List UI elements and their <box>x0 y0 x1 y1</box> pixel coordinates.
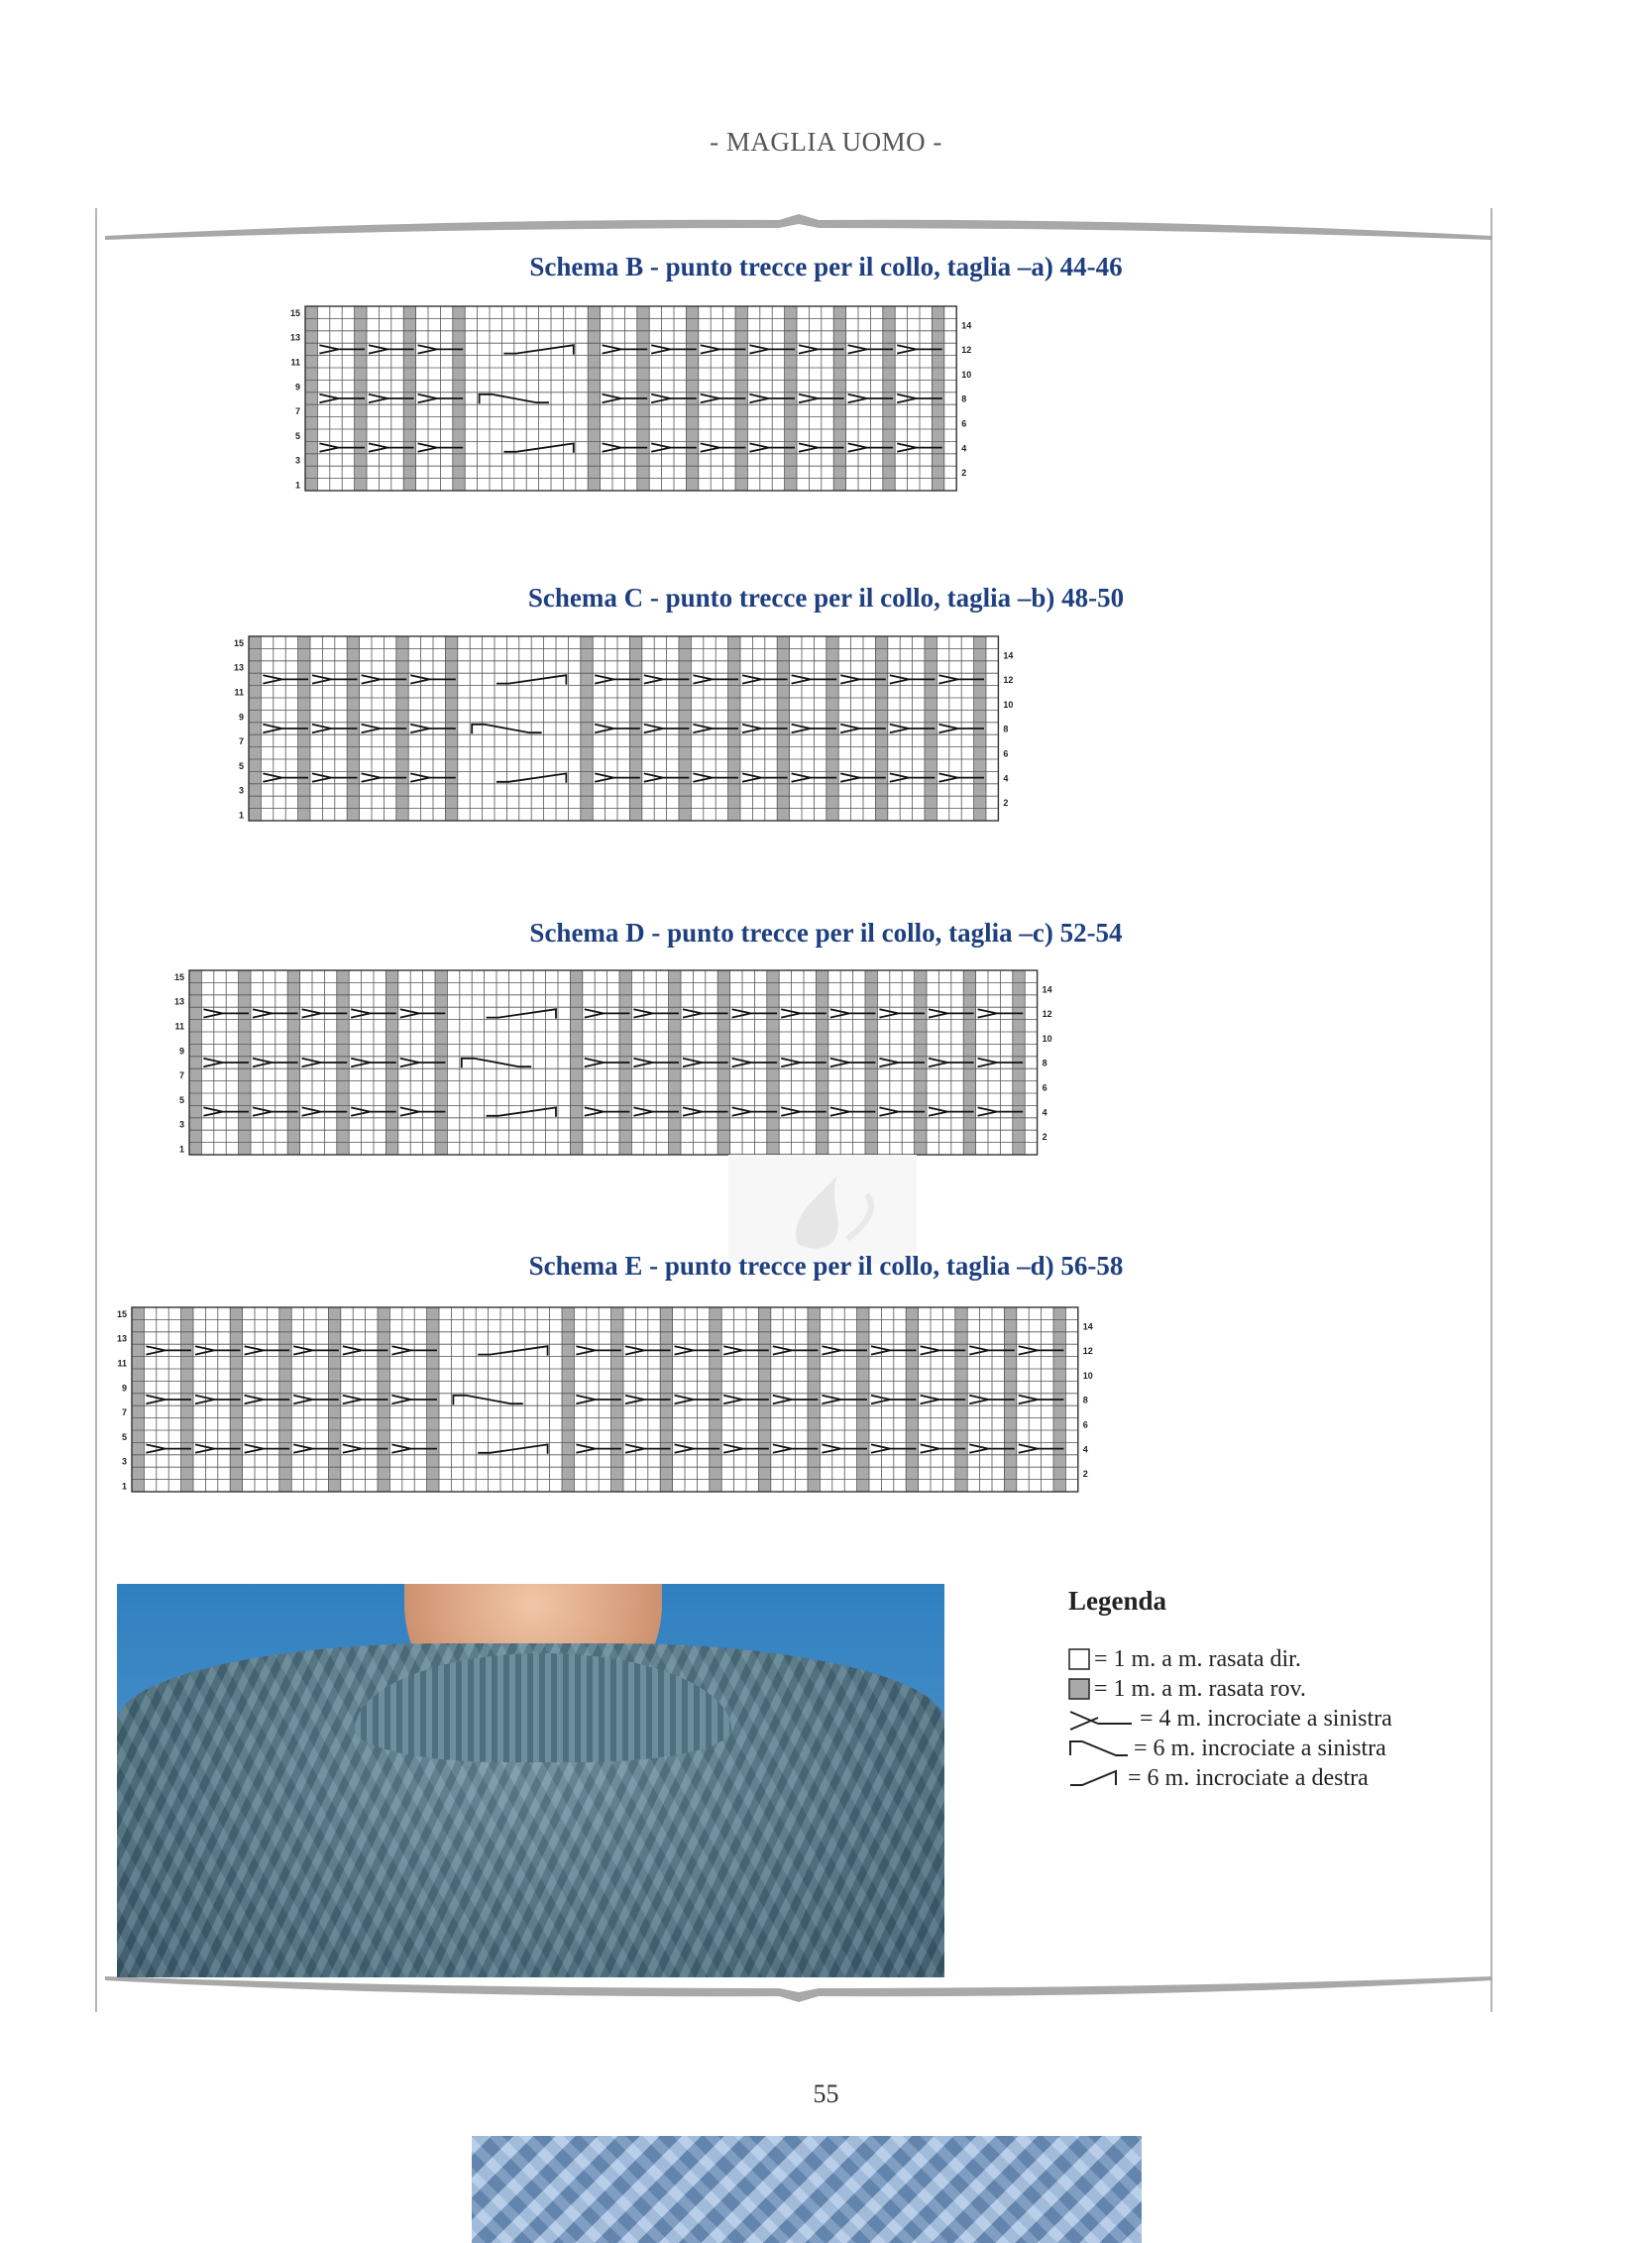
legend-item-label: = 6 m. incrociate a destra <box>1128 1764 1369 1791</box>
chart-c <box>223 635 1024 822</box>
row-label-left: 7 <box>178 1070 184 1081</box>
sweater-photo <box>117 1584 944 1977</box>
row-label-left: 15 <box>289 307 300 318</box>
row-label-left: 1 <box>121 1481 127 1492</box>
cable-6-left-icon <box>1068 1736 1130 1761</box>
page-number: 55 <box>813 2079 839 2108</box>
chart-d <box>164 969 1063 1156</box>
row-label-left: 13 <box>173 996 184 1007</box>
row-label-left: 7 <box>238 736 244 747</box>
row-label-left: 1 <box>178 1144 184 1155</box>
row-label-left: 11 <box>290 357 300 368</box>
watermark-logo <box>728 1155 917 1264</box>
legend-title: Legenda <box>1068 1586 1167 1616</box>
legend-item-label: = 4 m. incrociate a sinistra <box>1140 1705 1392 1732</box>
top-frame-swoosh <box>95 206 1502 246</box>
legend-item-purl <box>1068 1674 1392 1704</box>
row-label-left: 11 <box>234 687 244 698</box>
row-label-left: 15 <box>233 637 244 648</box>
cable-4-left-icon <box>1068 1706 1136 1732</box>
purl-column <box>305 306 317 491</box>
row-label-left: 5 <box>238 760 244 771</box>
row-label-left: 13 <box>233 662 244 673</box>
row-label-right: 4 <box>961 443 967 454</box>
legend-item-cable-4-left <box>1068 1704 1392 1734</box>
cable-6-right-icon <box>1068 1765 1124 1791</box>
row-label-left: 15 <box>173 971 184 982</box>
row-label-right: 6 <box>1042 1082 1047 1093</box>
row-label-right: 8 <box>961 393 967 404</box>
yarn-texture-strip <box>472 2136 1142 2243</box>
frame-right-line <box>1490 208 1492 2012</box>
row-label-right: 8 <box>1042 1058 1047 1068</box>
row-label-left: 13 <box>289 332 300 343</box>
row-label-right: 10 <box>1042 1033 1052 1044</box>
purl-box-icon <box>1068 1678 1090 1700</box>
row-label-right: 8 <box>1082 1395 1088 1405</box>
row-label-left: 7 <box>294 406 300 417</box>
row-label-right: 2 <box>1082 1469 1088 1480</box>
chart-grid-svg <box>279 305 982 492</box>
row-label-left: 1 <box>238 810 244 821</box>
chart-e-title: Schema E - punto trecce per il collo, taglia –d) 56-58 <box>528 1251 1124 1281</box>
row-label-right: 14 <box>961 320 972 331</box>
row-label-right: 2 <box>961 468 967 479</box>
purl-column <box>570 970 582 1155</box>
chart-e <box>106 1306 1104 1493</box>
row-label-left: 9 <box>294 382 300 393</box>
purl-column <box>581 636 593 821</box>
chart-d-title: Schema D - punto trecce per il collo, taglia –c) 52-54 <box>529 918 1123 948</box>
row-label-left: 11 <box>117 1358 127 1369</box>
row-label-right: 8 <box>1003 724 1009 734</box>
row-label-left: 5 <box>294 430 300 441</box>
row-label-right: 4 <box>1042 1107 1047 1118</box>
row-label-right: 6 <box>1082 1419 1088 1430</box>
running-title: - MAGLIA UOMO - <box>710 127 942 157</box>
row-label-right: 4 <box>1003 773 1009 784</box>
chart-b-title: Schema B - punto trecce per il collo, taglia –a) 44-46 <box>529 252 1123 281</box>
row-label-right: 14 <box>1003 650 1014 661</box>
legend-item-label: = 1 m. a m. rasata rov. <box>1094 1675 1306 1702</box>
knit-box-icon <box>1068 1648 1090 1670</box>
row-label-left: 9 <box>178 1046 184 1057</box>
row-label-left: 13 <box>116 1333 127 1344</box>
row-label-left: 3 <box>121 1456 127 1467</box>
frame-left-line <box>95 208 97 2012</box>
row-label-left: 5 <box>121 1431 127 1442</box>
row-label-left: 3 <box>238 785 244 796</box>
row-label-right: 12 <box>1082 1346 1093 1357</box>
row-label-right: 10 <box>1003 699 1014 710</box>
row-label-left: 3 <box>178 1119 184 1130</box>
row-label-left: 9 <box>121 1383 127 1394</box>
row-label-right: 12 <box>961 345 972 356</box>
row-label-left: 3 <box>294 455 300 466</box>
row-label-left: 9 <box>238 712 244 723</box>
row-label-left: 11 <box>174 1021 184 1032</box>
legend <box>1068 1586 1392 1793</box>
chart-b <box>279 305 982 492</box>
chart-grid-svg <box>164 969 1063 1156</box>
row-label-right: 6 <box>961 418 967 429</box>
row-label-right: 6 <box>1003 748 1009 759</box>
row-label-right: 14 <box>1082 1321 1093 1332</box>
row-label-right: 12 <box>1003 675 1014 686</box>
row-label-right: 10 <box>1082 1370 1093 1381</box>
row-label-right: 2 <box>1042 1132 1047 1143</box>
legend-item-label: = 6 m. incrociate a sinistra <box>1134 1735 1386 1761</box>
legend-item-cable-6-right <box>1068 1763 1392 1793</box>
purl-column <box>132 1307 144 1492</box>
row-label-left: 1 <box>294 480 300 491</box>
legend-item-cable-6-left <box>1068 1734 1392 1763</box>
purl-column <box>189 970 201 1155</box>
purl-column <box>562 1307 574 1492</box>
purl-column <box>588 306 600 491</box>
chart-grid-svg <box>223 635 1024 822</box>
chart-grid-svg <box>106 1306 1104 1493</box>
purl-column <box>249 636 261 821</box>
row-label-right: 10 <box>961 369 972 380</box>
row-label-left: 15 <box>116 1308 127 1319</box>
row-label-right: 14 <box>1042 984 1052 995</box>
row-label-left: 7 <box>121 1407 127 1418</box>
chart-c-title: Schema C - punto trecce per il collo, taglia –b) 48-50 <box>527 583 1125 613</box>
row-label-left: 5 <box>178 1094 184 1105</box>
row-label-right: 2 <box>1003 798 1009 809</box>
row-label-right: 4 <box>1082 1444 1088 1455</box>
legend-item-knit <box>1068 1644 1392 1674</box>
row-label-right: 12 <box>1042 1009 1052 1020</box>
legend-item-label: = 1 m. a m. rasata dir. <box>1094 1645 1301 1672</box>
